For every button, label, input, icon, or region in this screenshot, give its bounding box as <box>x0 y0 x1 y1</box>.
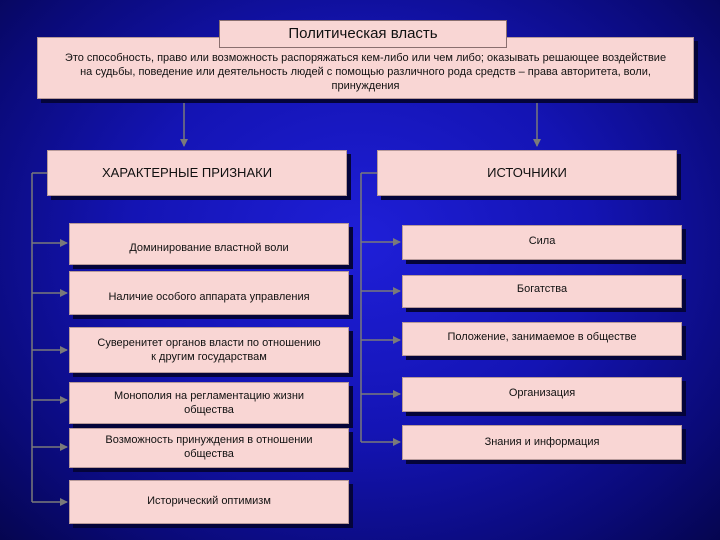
source-item-label: Организация <box>508 387 576 399</box>
source-item <box>402 425 682 460</box>
feature-item <box>69 382 349 424</box>
source-item <box>402 275 682 308</box>
source-item <box>402 377 682 412</box>
feature-item-label: Наличие особого аппарата управления <box>108 291 310 304</box>
feature-item-label: Доминирование властной воли <box>129 242 289 255</box>
feature-item <box>69 271 349 315</box>
source-item-label: Сила <box>528 235 556 247</box>
sources-header <box>377 150 677 196</box>
feature-item-label: Возможность принуждения в отношении общества <box>105 434 313 460</box>
source-item <box>402 322 682 356</box>
features-header <box>47 150 347 196</box>
source-item-label: Богатства <box>516 283 568 295</box>
definition-text: Это способность, право или возможность распоряжаться кем-либо или чем либо; оказывать решающее воздействие на судьбы, поведение или деятельность людей с помощью различного рода средств – права авторитета, воли, принуждения <box>64 52 667 92</box>
feature-item-label: Исторический оптимизм <box>147 495 271 508</box>
page-title: Политическая власть <box>288 24 438 42</box>
source-item-label: Знания и информация <box>484 435 600 448</box>
feature-item <box>69 480 349 524</box>
source-item-label: Положение, занимаемое в обществе <box>447 331 637 343</box>
feature-item <box>69 223 349 265</box>
features-header-label: ХАРАКТЕРНЫЕ ПРИЗНАКИ <box>102 164 273 180</box>
sources-header-label: ИСТОЧНИКИ <box>487 164 567 180</box>
feature-item <box>69 428 349 468</box>
source-item <box>402 225 682 260</box>
title-box <box>219 20 507 48</box>
feature-item-label: Суверенитет органов власти по отношению к другим государствам <box>97 337 321 363</box>
feature-item-label: Монополия на регламентацию жизни общества <box>113 390 305 416</box>
feature-item <box>69 327 349 373</box>
